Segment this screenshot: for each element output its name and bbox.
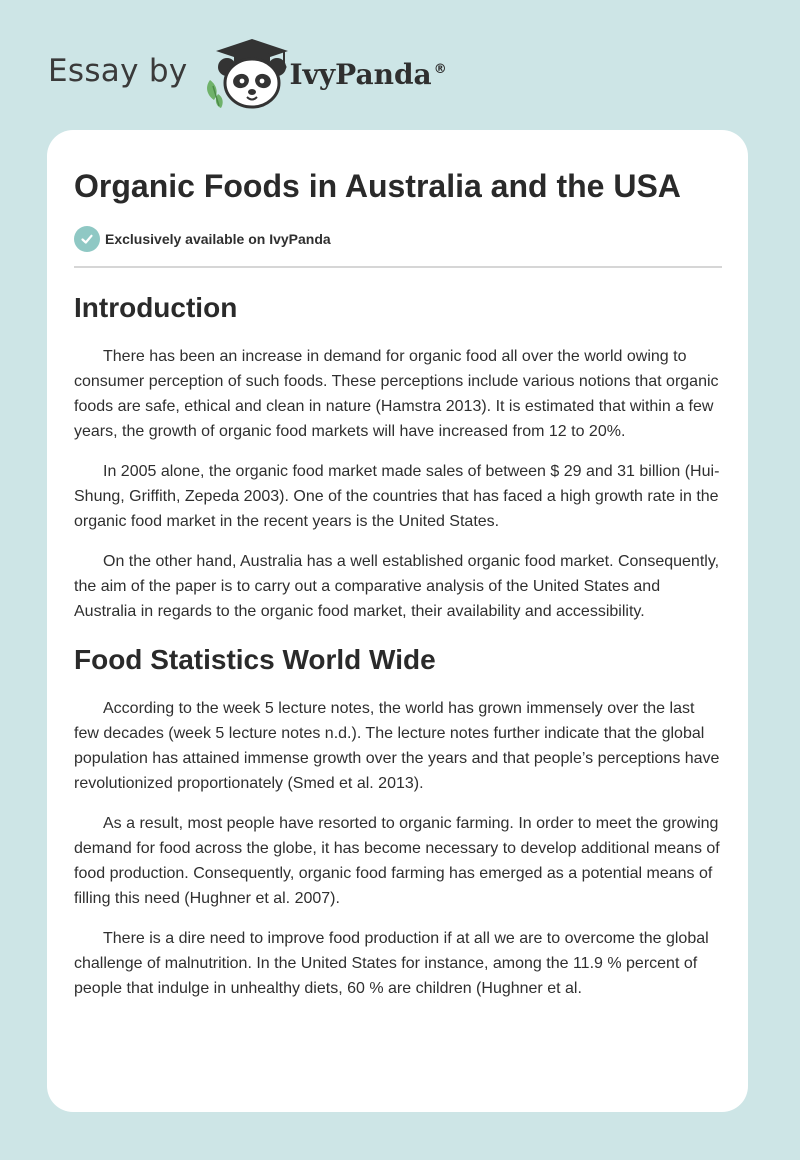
section-heading-food-statistics: Food Statistics World Wide <box>74 644 436 675</box>
exclusive-badge <box>74 226 722 252</box>
brand-header[interactable] <box>48 36 447 110</box>
brand-prefix: Essay by <box>48 53 188 89</box>
title-divider <box>74 266 722 268</box>
paragraph: On the other hand, Australia has a well established organic food market. Consequently, the aim of the paper is to carry out a comparative analysis of the United States and Australia in regards to the organic food market, their availability and accessibility. <box>74 553 720 620</box>
paragraph: According to the week 5 lecture notes, the world has grown immensely over the last few decades (week 5 lecture notes n.d.). The lecture notes further indicate that the global population has attained immense growth over the years and that people’s perceptions have revolutionized proportionately (Smed et al. 2013). <box>74 700 720 792</box>
brand-name-text: IvyPanda <box>289 57 432 91</box>
panda-graduate-icon <box>204 36 294 110</box>
check-circle-icon <box>74 226 100 252</box>
paragraph: There is a dire need to improve food production if at all we are to overcome the global challenge of malnutrition. In the United States for instance, among the 11.9 % percent of people that indulge in unhealthy diets, 60 % are children (Hughner et al. <box>74 930 709 997</box>
registered-mark: ® <box>433 62 447 78</box>
article-title: Organic Foods in Australia and the USA <box>74 168 681 204</box>
paragraph: In 2005 alone, the organic food market made sales of between $ 29 and 31 billion (Hui-Shung, Griffith, Zepeda 2003). One of the countries that has faced a high growth rate in the organic food market in the recent years is the United States. <box>74 463 720 530</box>
article-card <box>47 130 748 1112</box>
badge-text: Exclusively available on IvyPanda <box>105 231 331 247</box>
section-heading-introduction: Introduction <box>74 292 238 323</box>
paragraph: As a result, most people have resorted to organic farming. In order to meet the growing demand for food across the globe, it has become necessary to develop additional means of food production. Consequently, organic food farming has emerged as a potential means of filling this need (Hughner et al. 2007). <box>74 815 720 907</box>
brand-name <box>290 58 447 91</box>
paragraph: There has been an increase in demand for organic food all over the world owing to consumer perception of such foods. These perceptions include various notions that organic foods are safe, ethical and clean in nature (Hamstra 2013). It is estimated that within a few years, the growth of organic food markets will have increased from 12 to 20%. <box>74 348 719 440</box>
